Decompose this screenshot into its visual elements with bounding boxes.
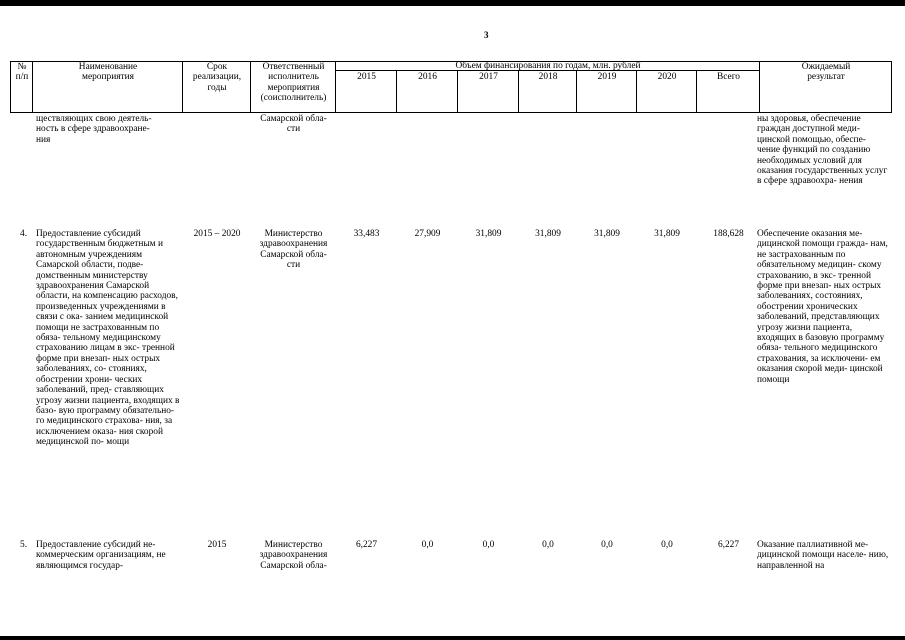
row-5-value-2018: 0,0	[542, 540, 554, 550]
row-5-result: Оказание паллиативной ме- дицинской помощи населе- нию, направленной на	[757, 540, 889, 571]
header-executor: Ответственный исполнитель мероприятия (соисполнитель)	[260, 62, 327, 104]
header-year-2020: 2020	[657, 72, 677, 82]
row-5-number: 5.	[20, 540, 28, 550]
row-5-term: 2015	[207, 540, 227, 550]
header-year-2016: 2016	[418, 72, 437, 82]
row-4-executor: Министерство здравоохранения Самарской обла- сти	[259, 229, 328, 271]
continuation-result: ны здоровья, обеспечение граждан доступной меди- цинской помощью, обеспе- чение функций по созданию необходимых условий для оказания государственных услуг в сфере здравоохра- нения	[757, 114, 888, 187]
header-total: Всего	[717, 72, 740, 82]
row-5-value-2016: 0,0	[421, 540, 434, 550]
row-5-value-2017: 0,0	[482, 540, 495, 550]
row-4-value-2016: 27,909	[414, 229, 441, 239]
scan-top-border	[0, 0, 905, 6]
header-year-2015: 2015	[357, 72, 376, 82]
row-5-executor: Министерство здравоохранения Самарской обла-	[259, 540, 328, 571]
header-financing: Объем финансирования по годам, млн. рублей	[455, 61, 641, 71]
header-year-2019: 2019	[597, 72, 617, 82]
row-4-number: 4.	[20, 229, 28, 239]
row-4-value-2019: 31,809	[594, 229, 620, 239]
header-result: Ожидаемый результат	[801, 62, 851, 83]
row-5-name: Предоставление субсидий не- коммерческим организациям, не являющимся государ-	[36, 540, 166, 571]
row-5-value-2019: 0,0	[601, 540, 613, 550]
header-name: Наименование мероприятия	[78, 62, 138, 83]
row-4-result: Обеспечение оказания ме- дицинской помощи гражда- нам, не застрахованным по обязательному медицин- скому страхованию, в экс- тренной форме при внезап- ных острых заболеваниях, состояниях, обострении хронических заболеваний, представляющих угрозу жизни пациента, входящих в базовую программу обяза- тельного медицинского страхования, за исключени- ем оказания скорой меди- цинской помощи	[757, 229, 888, 385]
row-4-value-2017: 31,809	[475, 229, 502, 239]
continuation-name: ществляющих свою деятель- ность в сфере здравоохране- ния	[36, 114, 152, 145]
row-4-value-total: 188,628	[713, 229, 744, 239]
header-year-2018: 2018	[538, 72, 558, 82]
continuation-executor: Самарской обла- сти	[260, 114, 327, 135]
row-5-value-total: 6,227	[717, 540, 740, 550]
header-term: Срок реализации, годы	[192, 62, 242, 93]
header-year-2017: 2017	[479, 72, 498, 82]
scan-bottom-border	[0, 636, 905, 640]
row-5-value-2015: 6,227	[355, 540, 378, 550]
row-4-value-2015: 33,483	[353, 229, 380, 239]
row-4-value-2020: 31,809	[654, 229, 680, 239]
row-4-term: 2015 – 2020	[193, 229, 241, 239]
row-4-value-2018: 31,809	[535, 229, 561, 239]
page-number: 3	[484, 30, 489, 40]
row-5-value-2020: 0,0	[661, 540, 673, 550]
row-4-name: Предоставление субсидий государственным бюджетным и автономным учреждениям Самарской области, подве- домственным министерству здравоохранения Самарской области, на компенсацию расходов, произведенных учреждениями в связи с ока- занием медицинской помощи не застрахованным по обяза- тельному медицинскому страхованию лицам в экс- тренной форме при внезап- ных острых заболеваниях, со- стояниях, обострении хрони- ческих заболеваний, пред- ставляющих угрозу жизни пациента, входящих в базо- вую программу обязательно- го медицинского страхова- ния, за исключением оказа- ния скорой медицинской по- мощи	[36, 229, 180, 448]
header-num: № п/п	[15, 62, 29, 83]
